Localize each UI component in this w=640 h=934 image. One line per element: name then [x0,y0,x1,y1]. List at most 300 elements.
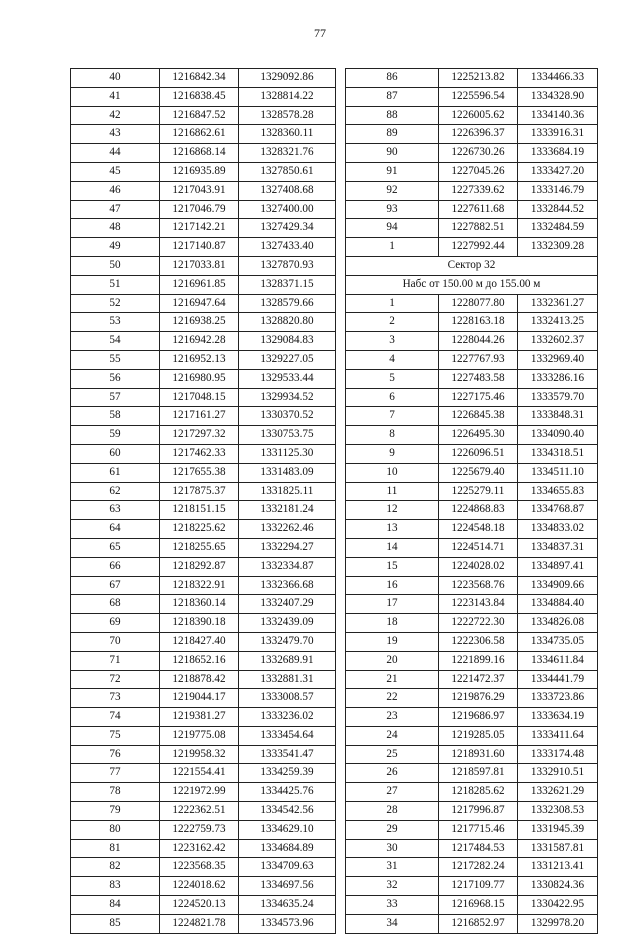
y-coordinate-cell: 1332361.27 [518,294,598,313]
y-coordinate-cell: 1333684.19 [518,144,598,163]
point-number-cell: 67 [71,576,160,595]
x-coordinate-cell: 1218878.42 [160,670,239,689]
point-number-cell: 7 [346,407,439,426]
y-coordinate-cell: 1332969.40 [518,350,598,369]
point-number-cell: 21 [346,670,439,689]
point-number-cell: 88 [346,106,439,125]
table-row [71,896,336,915]
table-row [71,501,336,520]
point-number-cell: 42 [71,106,160,125]
table-row [346,651,598,670]
y-coordinate-cell: 1327429.34 [239,219,336,238]
point-number-cell: 29 [346,820,439,839]
table-row [71,444,336,463]
x-coordinate-cell: 1224868.83 [439,501,518,520]
point-number-cell: 72 [71,670,160,689]
y-coordinate-cell: 1332602.37 [518,332,598,351]
table-row [71,557,336,576]
point-number-cell: 19 [346,632,439,651]
table-row [346,162,598,181]
point-number-cell: 54 [71,332,160,351]
y-coordinate-cell: 1334259.39 [239,764,336,783]
y-coordinate-cell: 1327408.68 [239,181,336,200]
x-coordinate-cell: 1217655.38 [160,463,239,482]
point-number-cell: 18 [346,614,439,633]
x-coordinate-cell: 1225279.11 [439,482,518,501]
x-coordinate-cell: 1219958.32 [160,745,239,764]
y-coordinate-cell: 1330824.36 [518,877,598,896]
table-row [71,275,336,294]
point-number-cell: 84 [71,896,160,915]
x-coordinate-cell: 1221554.41 [160,764,239,783]
table-row [71,783,336,802]
x-coordinate-cell: 1217297.32 [160,426,239,445]
y-coordinate-cell: 1334697.56 [239,877,336,896]
y-coordinate-cell: 1328360.11 [239,125,336,144]
table-row [71,745,336,764]
table-row [346,914,598,933]
x-coordinate-cell: 1218931.60 [439,745,518,764]
x-coordinate-cell: 1224520.13 [160,896,239,915]
x-coordinate-cell: 1216952.13 [160,350,239,369]
table-row [346,802,598,821]
point-number-cell: 69 [71,614,160,633]
sector-subtitle-row [346,275,598,294]
point-number-cell: 15 [346,557,439,576]
x-coordinate-cell: 1225679.40 [439,463,518,482]
x-coordinate-cell: 1216838.45 [160,87,239,106]
point-number-cell: 79 [71,802,160,821]
point-number-cell: 26 [346,764,439,783]
point-number-cell: 5 [346,369,439,388]
table-row [71,256,336,275]
point-number-cell: 65 [71,538,160,557]
y-coordinate-cell: 1332366.68 [239,576,336,595]
table-row [346,614,598,633]
y-coordinate-cell: 1334441.79 [518,670,598,689]
y-coordinate-cell: 1328814.22 [239,87,336,106]
x-coordinate-cell: 1216868.14 [160,144,239,163]
table-row [71,802,336,821]
table-row [346,106,598,125]
point-number-cell: 14 [346,538,439,557]
table-row [346,350,598,369]
x-coordinate-cell: 1218285.62 [439,783,518,802]
x-coordinate-cell: 1228163.18 [439,313,518,332]
table-row [346,388,598,407]
table-row [346,181,598,200]
point-number-cell: 75 [71,726,160,745]
x-coordinate-cell: 1225213.82 [439,69,518,88]
x-coordinate-cell: 1217043.91 [160,181,239,200]
y-coordinate-cell: 1334735.05 [518,632,598,651]
table-row [346,332,598,351]
point-number-cell: 6 [346,388,439,407]
point-number-cell: 76 [71,745,160,764]
x-coordinate-cell: 1223143.84 [439,595,518,614]
point-number-cell: 20 [346,651,439,670]
y-coordinate-cell: 1328371.15 [239,275,336,294]
y-coordinate-cell: 1333008.57 [239,689,336,708]
table-row [71,651,336,670]
sector-subtitle: Набс от 150.00 м до 155.00 м [346,275,598,294]
point-number-cell: 89 [346,125,439,144]
y-coordinate-cell: 1329978.20 [518,914,598,933]
point-number-cell: 59 [71,426,160,445]
table-row [346,463,598,482]
table-row [346,896,598,915]
y-coordinate-cell: 1334768.87 [518,501,598,520]
x-coordinate-cell: 1221472.37 [439,670,518,689]
y-coordinate-cell: 1331213.41 [518,858,598,877]
point-number-cell: 41 [71,87,160,106]
point-number-cell: 48 [71,219,160,238]
y-coordinate-cell: 1330370.52 [239,407,336,426]
point-number-cell: 68 [71,595,160,614]
point-number-cell: 50 [71,256,160,275]
point-number-cell: 4 [346,350,439,369]
y-coordinate-cell: 1334090.40 [518,426,598,445]
table-row [346,219,598,238]
point-number-cell: 87 [346,87,439,106]
point-number-cell: 62 [71,482,160,501]
x-coordinate-cell: 1224018.62 [160,877,239,896]
point-number-cell: 22 [346,689,439,708]
y-coordinate-cell: 1328321.76 [239,144,336,163]
point-number-cell: 80 [71,820,160,839]
table-row [346,858,598,877]
point-number-cell: 58 [71,407,160,426]
y-coordinate-cell: 1329084.83 [239,332,336,351]
point-number-cell: 3 [346,332,439,351]
x-coordinate-cell: 1227992.44 [439,238,518,257]
x-coordinate-cell: 1223568.76 [439,576,518,595]
table-row [346,238,598,257]
table-row [71,332,336,351]
x-coordinate-cell: 1226396.37 [439,125,518,144]
y-coordinate-cell: 1328820.80 [239,313,336,332]
table-row [346,726,598,745]
x-coordinate-cell: 1216980.95 [160,369,239,388]
x-coordinate-cell: 1219044.17 [160,689,239,708]
table-row [71,350,336,369]
x-coordinate-cell: 1226845.38 [439,407,518,426]
x-coordinate-cell: 1226730.26 [439,144,518,163]
table-row [346,839,598,858]
table-row [346,313,598,332]
y-coordinate-cell: 1333411.64 [518,726,598,745]
table-row [346,708,598,727]
x-coordinate-cell: 1218322.91 [160,576,239,595]
table-row [71,87,336,106]
y-coordinate-cell: 1327850.61 [239,162,336,181]
x-coordinate-cell: 1222306.58 [439,632,518,651]
y-coordinate-cell: 1332262.46 [239,520,336,539]
x-coordinate-cell: 1222759.73 [160,820,239,839]
table-row [346,501,598,520]
x-coordinate-cell: 1216842.34 [160,69,239,88]
table-row [71,820,336,839]
table-row [346,87,598,106]
table-row [71,839,336,858]
point-number-cell: 8 [346,426,439,445]
y-coordinate-cell: 1332439.09 [239,614,336,633]
y-coordinate-cell: 1328578.28 [239,106,336,125]
point-number-cell: 51 [71,275,160,294]
y-coordinate-cell: 1334826.08 [518,614,598,633]
point-number-cell: 1 [346,238,439,257]
point-number-cell: 83 [71,877,160,896]
x-coordinate-cell: 1218292.87 [160,557,239,576]
point-number-cell: 11 [346,482,439,501]
point-number-cell: 1 [346,294,439,313]
x-coordinate-cell: 1224028.02 [439,557,518,576]
x-coordinate-cell: 1217996.87 [439,802,518,821]
point-number-cell: 16 [346,576,439,595]
y-coordinate-cell: 1334140.36 [518,106,598,125]
point-number-cell: 27 [346,783,439,802]
x-coordinate-cell: 1216938.25 [160,313,239,332]
x-coordinate-cell: 1219775.08 [160,726,239,745]
point-number-cell: 24 [346,726,439,745]
table-row [346,595,598,614]
point-number-cell: 63 [71,501,160,520]
y-coordinate-cell: 1334611.84 [518,651,598,670]
y-coordinate-cell: 1331587.81 [518,839,598,858]
x-coordinate-cell: 1216935.89 [160,162,239,181]
point-number-cell: 9 [346,444,439,463]
y-coordinate-cell: 1333174.48 [518,745,598,764]
y-coordinate-cell: 1329092.86 [239,69,336,88]
table-row [71,482,336,501]
x-coordinate-cell: 1226495.30 [439,426,518,445]
table-row [346,877,598,896]
x-coordinate-cell: 1217161.27 [160,407,239,426]
x-coordinate-cell: 1227045.26 [439,162,518,181]
x-coordinate-cell: 1227611.68 [439,200,518,219]
x-coordinate-cell: 1227339.62 [439,181,518,200]
x-coordinate-cell: 1224548.18 [439,520,518,539]
point-number-cell: 10 [346,463,439,482]
x-coordinate-cell: 1224821.78 [160,914,239,933]
x-coordinate-cell: 1218390.18 [160,614,239,633]
x-coordinate-cell: 1218225.62 [160,520,239,539]
x-coordinate-cell: 1216847.52 [160,106,239,125]
y-coordinate-cell: 1329227.05 [239,350,336,369]
x-coordinate-cell: 1222722.30 [439,614,518,633]
point-number-cell: 66 [71,557,160,576]
point-number-cell: 33 [346,896,439,915]
y-coordinate-cell: 1334328.90 [518,87,598,106]
x-coordinate-cell: 1218427.40 [160,632,239,651]
y-coordinate-cell: 1334833.02 [518,520,598,539]
point-number-cell: 86 [346,69,439,88]
table-row [346,764,598,783]
x-coordinate-cell: 1223568.35 [160,858,239,877]
point-number-cell: 49 [71,238,160,257]
y-coordinate-cell: 1332484.59 [518,219,598,238]
x-coordinate-cell: 1228077.80 [439,294,518,313]
table-row [71,595,336,614]
table-row [346,520,598,539]
y-coordinate-cell: 1332479.70 [239,632,336,651]
point-number-cell: 2 [346,313,439,332]
x-coordinate-cell: 1221972.99 [160,783,239,802]
table-row [346,632,598,651]
y-coordinate-cell: 1334573.96 [239,914,336,933]
x-coordinate-cell: 1217048.15 [160,388,239,407]
y-coordinate-cell: 1331825.11 [239,482,336,501]
y-coordinate-cell: 1327433.40 [239,238,336,257]
point-number-cell: 85 [71,914,160,933]
y-coordinate-cell: 1332334.87 [239,557,336,576]
y-coordinate-cell: 1331945.39 [518,820,598,839]
y-coordinate-cell: 1333286.16 [518,369,598,388]
y-coordinate-cell: 1334318.51 [518,444,598,463]
y-coordinate-cell: 1334511.10 [518,463,598,482]
point-number-cell: 43 [71,125,160,144]
x-coordinate-cell: 1226096.51 [439,444,518,463]
y-coordinate-cell: 1332294.27 [239,538,336,557]
point-number-cell: 13 [346,520,439,539]
y-coordinate-cell: 1334655.83 [518,482,598,501]
point-number-cell: 32 [346,877,439,896]
table-row [71,219,336,238]
coordinates-table-right [345,68,598,934]
table-row [71,125,336,144]
x-coordinate-cell: 1227483.58 [439,369,518,388]
x-coordinate-cell: 1216942.28 [160,332,239,351]
point-number-cell: 56 [71,369,160,388]
point-number-cell: 45 [71,162,160,181]
y-coordinate-cell: 1331125.30 [239,444,336,463]
x-coordinate-cell: 1216862.61 [160,125,239,144]
y-coordinate-cell: 1333427.20 [518,162,598,181]
y-coordinate-cell: 1333634.19 [518,708,598,727]
point-number-cell: 12 [346,501,439,520]
table-row [71,106,336,125]
point-number-cell: 93 [346,200,439,219]
x-coordinate-cell: 1222362.51 [160,802,239,821]
point-number-cell: 34 [346,914,439,933]
table-row [71,877,336,896]
y-coordinate-cell: 1329533.44 [239,369,336,388]
table-row [71,294,336,313]
x-coordinate-cell: 1217282.24 [439,858,518,877]
point-number-cell: 17 [346,595,439,614]
table-row [71,764,336,783]
x-coordinate-cell: 1218597.81 [439,764,518,783]
x-coordinate-cell: 1218151.15 [160,501,239,520]
x-coordinate-cell: 1216947.64 [160,294,239,313]
point-number-cell: 91 [346,162,439,181]
point-number-cell: 64 [71,520,160,539]
sector-title: Сектор 32 [346,256,598,275]
x-coordinate-cell: 1227767.93 [439,350,518,369]
point-number-cell: 70 [71,632,160,651]
x-coordinate-cell: 1217462.33 [160,444,239,463]
y-coordinate-cell: 1334909.66 [518,576,598,595]
table-row [71,858,336,877]
point-number-cell: 94 [346,219,439,238]
point-number-cell: 71 [71,651,160,670]
x-coordinate-cell: 1217484.53 [439,839,518,858]
table-row [71,162,336,181]
point-number-cell: 92 [346,181,439,200]
y-coordinate-cell: 1329934.52 [239,388,336,407]
point-number-cell: 31 [346,858,439,877]
table-row [71,576,336,595]
table-row [346,125,598,144]
y-coordinate-cell: 1333579.70 [518,388,598,407]
x-coordinate-cell: 1217046.79 [160,200,239,219]
x-coordinate-cell: 1216852.97 [439,914,518,933]
y-coordinate-cell: 1332621.29 [518,783,598,802]
point-number-cell: 81 [71,839,160,858]
x-coordinate-cell: 1219285.05 [439,726,518,745]
table-row [71,144,336,163]
sector-header-row [346,256,598,275]
x-coordinate-cell: 1228044.26 [439,332,518,351]
y-coordinate-cell: 1332308.53 [518,802,598,821]
table-row [346,783,598,802]
y-coordinate-cell: 1333236.02 [239,708,336,727]
table-row [346,482,598,501]
point-number-cell: 40 [71,69,160,88]
y-coordinate-cell: 1333723.86 [518,689,598,708]
y-coordinate-cell: 1334897.41 [518,557,598,576]
table-row [71,538,336,557]
y-coordinate-cell: 1331483.09 [239,463,336,482]
y-coordinate-cell: 1334466.33 [518,69,598,88]
table-row [346,557,598,576]
y-coordinate-cell: 1333916.31 [518,125,598,144]
x-coordinate-cell: 1221899.16 [439,651,518,670]
y-coordinate-cell: 1334709.63 [239,858,336,877]
x-coordinate-cell: 1216968.15 [439,896,518,915]
y-coordinate-cell: 1332413.25 [518,313,598,332]
point-number-cell: 52 [71,294,160,313]
x-coordinate-cell: 1227175.46 [439,388,518,407]
table-row [346,200,598,219]
y-coordinate-cell: 1327870.93 [239,256,336,275]
point-number-cell: 46 [71,181,160,200]
table-row [346,407,598,426]
table-row [346,69,598,88]
y-coordinate-cell: 1334884.40 [518,595,598,614]
y-coordinate-cell: 1332407.29 [239,595,336,614]
table-row [71,69,336,88]
table-row [71,388,336,407]
y-coordinate-cell: 1333848.31 [518,407,598,426]
x-coordinate-cell: 1219876.29 [439,689,518,708]
point-number-cell: 90 [346,144,439,163]
table-row [71,632,336,651]
y-coordinate-cell: 1332881.31 [239,670,336,689]
point-number-cell: 74 [71,708,160,727]
table-row [71,689,336,708]
table-row [71,313,336,332]
x-coordinate-cell: 1223162.42 [160,839,239,858]
table-row [346,689,598,708]
point-number-cell: 30 [346,839,439,858]
y-coordinate-cell: 1327400.00 [239,200,336,219]
table-row [71,914,336,933]
table-row [346,294,598,313]
point-number-cell: 60 [71,444,160,463]
y-coordinate-cell: 1332689.91 [239,651,336,670]
point-number-cell: 61 [71,463,160,482]
